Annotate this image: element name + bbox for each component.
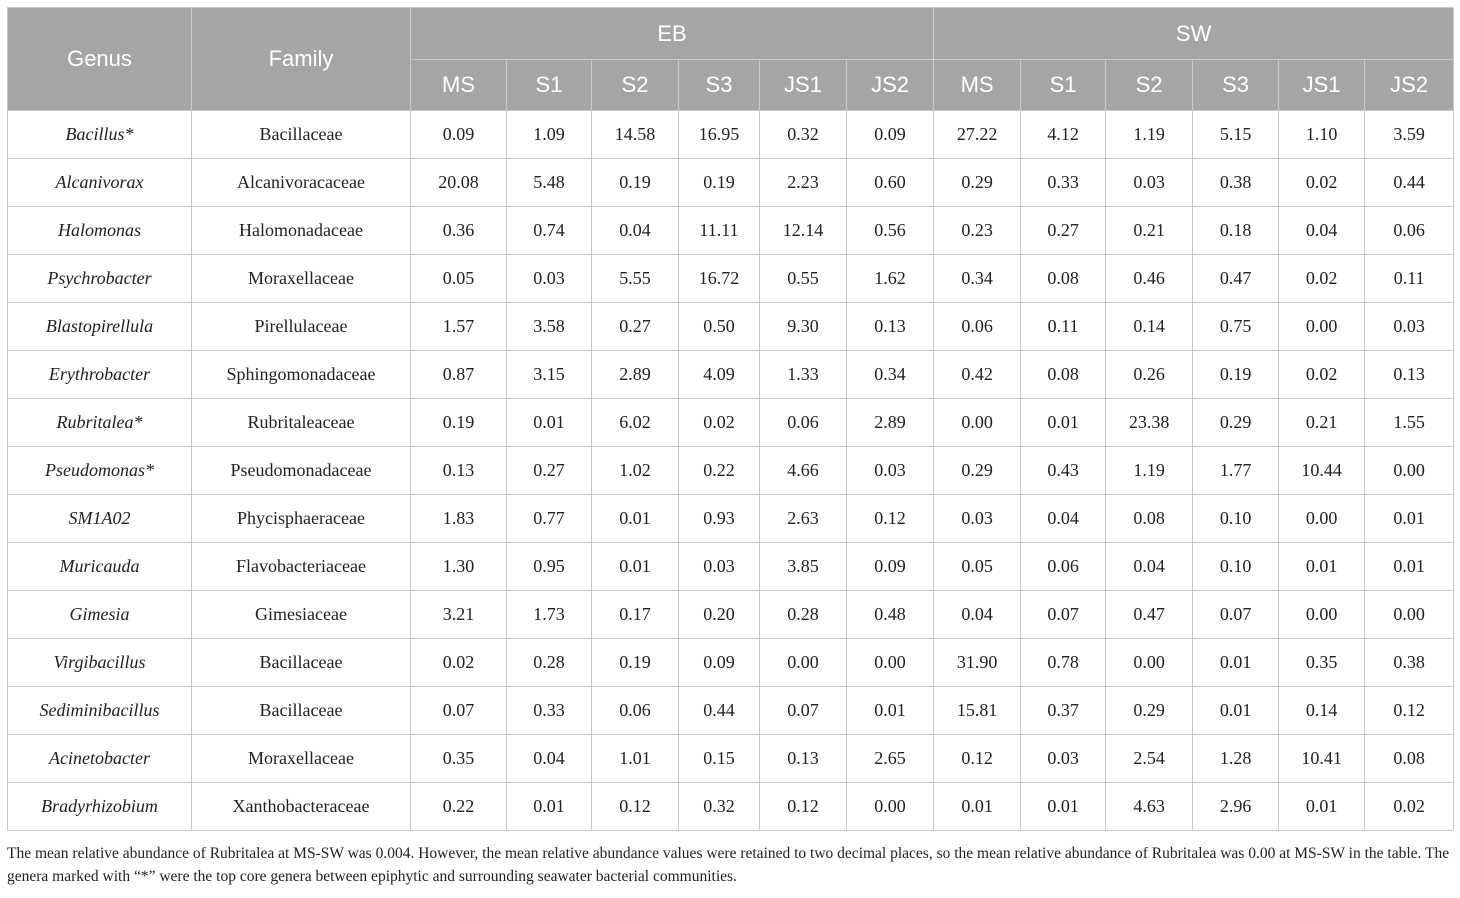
sw-site-header: S3: [1193, 60, 1279, 111]
value-cell: 0.04: [934, 591, 1021, 639]
family-header: Family: [192, 8, 411, 111]
value-cell: 0.26: [1106, 351, 1193, 399]
value-cell: 0.12: [760, 783, 847, 831]
value-cell: 0.01: [1279, 543, 1365, 591]
value-cell: 0.32: [760, 111, 847, 159]
value-cell: 0.07: [1193, 591, 1279, 639]
value-cell: 0.08: [1021, 255, 1106, 303]
value-cell: 0.04: [1279, 207, 1365, 255]
value-cell: 0.07: [411, 687, 507, 735]
value-cell: 3.59: [1365, 111, 1454, 159]
family-cell: Pseudomonadaceae: [192, 447, 411, 495]
value-cell: 2.96: [1193, 783, 1279, 831]
family-cell: Bacillaceae: [192, 639, 411, 687]
table-footnote: The mean relative abundance of Rubritalea at MS-SW was 0.004. However, the mean relative abundance values were retained to two decimal places, so the mean relative abundance of Rubritalea was 0.00 at MS-SW in the table. The genera marked with “*” were the top core genera between epiphytic and surrounding seawater bacterial communities.: [7, 845, 1450, 885]
value-cell: 0.22: [679, 447, 760, 495]
value-cell: 0.15: [679, 735, 760, 783]
value-cell: 0.43: [1021, 447, 1106, 495]
value-cell: 0.38: [1193, 159, 1279, 207]
value-cell: 0.46: [1106, 255, 1193, 303]
value-cell: 5.55: [592, 255, 679, 303]
value-cell: 0.32: [679, 783, 760, 831]
value-cell: 0.23: [934, 207, 1021, 255]
genus-cell: Gimesia: [8, 591, 192, 639]
table-row: [8, 687, 1454, 735]
value-cell: 4.66: [760, 447, 847, 495]
group-header-eb: EB: [411, 8, 934, 60]
genus-cell: Sediminibacillus: [8, 687, 192, 735]
value-cell: 0.47: [1106, 591, 1193, 639]
value-cell: 0.19: [411, 399, 507, 447]
value-cell: 0.06: [760, 399, 847, 447]
value-cell: 0.74: [507, 207, 592, 255]
table-row: [8, 639, 1454, 687]
value-cell: 0.95: [507, 543, 592, 591]
value-cell: 0.17: [592, 591, 679, 639]
value-cell: 3.85: [760, 543, 847, 591]
value-cell: 0.19: [592, 639, 679, 687]
value-cell: 0.02: [411, 639, 507, 687]
eb-site-header: S1: [507, 60, 592, 111]
eb-site-header: JS1: [760, 60, 847, 111]
genus-cell: Pseudomonas*: [8, 447, 192, 495]
value-cell: 0.04: [1106, 543, 1193, 591]
table-row: [8, 159, 1454, 207]
value-cell: 0.02: [1279, 159, 1365, 207]
value-cell: 0.01: [1021, 399, 1106, 447]
value-cell: 0.01: [1193, 687, 1279, 735]
value-cell: 0.14: [1279, 687, 1365, 735]
value-cell: 0.48: [847, 591, 934, 639]
value-cell: 0.27: [1021, 207, 1106, 255]
sw-site-header: JS1: [1279, 60, 1365, 111]
value-cell: 23.38: [1106, 399, 1193, 447]
family-cell: Bacillaceae: [192, 687, 411, 735]
value-cell: 0.10: [1193, 543, 1279, 591]
family-cell: Alcanivoracaceae: [192, 159, 411, 207]
value-cell: 0.09: [847, 543, 934, 591]
value-cell: 12.14: [760, 207, 847, 255]
value-cell: 0.50: [679, 303, 760, 351]
value-cell: 0.87: [411, 351, 507, 399]
value-cell: 0.13: [1365, 351, 1454, 399]
family-cell: Xanthobacteraceae: [192, 783, 411, 831]
family-cell: Bacillaceae: [192, 111, 411, 159]
value-cell: 0.55: [760, 255, 847, 303]
value-cell: 0.29: [1193, 399, 1279, 447]
value-cell: 0.10: [1193, 495, 1279, 543]
table-row: [8, 399, 1454, 447]
value-cell: 2.63: [760, 495, 847, 543]
value-cell: 0.00: [1106, 639, 1193, 687]
value-cell: 0.00: [1365, 591, 1454, 639]
sw-site-header: S2: [1106, 60, 1193, 111]
family-cell: Flavobacteriaceae: [192, 543, 411, 591]
family-cell: Pirellulaceae: [192, 303, 411, 351]
value-cell: 5.48: [507, 159, 592, 207]
value-cell: 0.01: [592, 495, 679, 543]
value-cell: 0.47: [1193, 255, 1279, 303]
value-cell: 0.03: [934, 495, 1021, 543]
value-cell: 0.34: [934, 255, 1021, 303]
family-cell: Sphingomonadaceae: [192, 351, 411, 399]
table-row: [8, 351, 1454, 399]
value-cell: 0.33: [507, 687, 592, 735]
sw-site-header: S1: [1021, 60, 1106, 111]
value-cell: 1.01: [592, 735, 679, 783]
value-cell: 3.58: [507, 303, 592, 351]
genus-cell: Rubritalea*: [8, 399, 192, 447]
genus-cell: Bacillus*: [8, 111, 192, 159]
value-cell: 16.72: [679, 255, 760, 303]
value-cell: 0.33: [1021, 159, 1106, 207]
value-cell: 0.00: [1279, 495, 1365, 543]
table-body: [8, 111, 1454, 831]
value-cell: 1.19: [1106, 111, 1193, 159]
value-cell: 0.05: [934, 543, 1021, 591]
value-cell: 0.03: [679, 543, 760, 591]
table-row: [8, 303, 1454, 351]
value-cell: 0.13: [760, 735, 847, 783]
value-cell: 0.60: [847, 159, 934, 207]
table-header: [8, 8, 1454, 111]
table-row: [8, 735, 1454, 783]
value-cell: 0.00: [847, 783, 934, 831]
value-cell: 2.23: [760, 159, 847, 207]
value-cell: 0.11: [1365, 255, 1454, 303]
value-cell: 0.03: [847, 447, 934, 495]
value-cell: 0.01: [1365, 495, 1454, 543]
value-cell: 0.01: [847, 687, 934, 735]
value-cell: 0.19: [679, 159, 760, 207]
value-cell: 0.09: [847, 111, 934, 159]
value-cell: 0.12: [592, 783, 679, 831]
value-cell: 0.08: [1106, 495, 1193, 543]
value-cell: 0.28: [760, 591, 847, 639]
value-cell: 0.06: [1365, 207, 1454, 255]
group-header-sw: SW: [934, 8, 1454, 60]
value-cell: 4.63: [1106, 783, 1193, 831]
value-cell: 31.90: [934, 639, 1021, 687]
value-cell: 0.04: [1021, 495, 1106, 543]
value-cell: 1.77: [1193, 447, 1279, 495]
value-cell: 0.00: [760, 639, 847, 687]
value-cell: 1.62: [847, 255, 934, 303]
value-cell: 0.44: [1365, 159, 1454, 207]
value-cell: 0.29: [934, 447, 1021, 495]
genus-cell: Erythrobacter: [8, 351, 192, 399]
genus-cell: Alcanivorax: [8, 159, 192, 207]
value-cell: 0.01: [592, 543, 679, 591]
genus-cell: Psychrobacter: [8, 255, 192, 303]
value-cell: 0.00: [847, 639, 934, 687]
genus-cell: Virgibacillus: [8, 639, 192, 687]
value-cell: 0.02: [1279, 351, 1365, 399]
value-cell: 0.19: [592, 159, 679, 207]
value-cell: 0.07: [1021, 591, 1106, 639]
value-cell: 0.09: [411, 111, 507, 159]
value-cell: 1.28: [1193, 735, 1279, 783]
value-cell: 2.89: [592, 351, 679, 399]
value-cell: 0.18: [1193, 207, 1279, 255]
value-cell: 16.95: [679, 111, 760, 159]
value-cell: 0.42: [934, 351, 1021, 399]
value-cell: 0.01: [507, 783, 592, 831]
value-cell: 0.05: [411, 255, 507, 303]
eb-site-header: S3: [679, 60, 760, 111]
value-cell: 1.10: [1279, 111, 1365, 159]
value-cell: 20.08: [411, 159, 507, 207]
value-cell: 0.04: [592, 207, 679, 255]
value-cell: 0.01: [507, 399, 592, 447]
value-cell: 0.09: [679, 639, 760, 687]
value-cell: 0.21: [1106, 207, 1193, 255]
genus-cell: Acinetobacter: [8, 735, 192, 783]
family-cell: Moraxellaceae: [192, 255, 411, 303]
value-cell: 1.73: [507, 591, 592, 639]
value-cell: 0.37: [1021, 687, 1106, 735]
value-cell: 1.02: [592, 447, 679, 495]
value-cell: 10.41: [1279, 735, 1365, 783]
family-cell: Phycisphaeraceae: [192, 495, 411, 543]
value-cell: 0.07: [760, 687, 847, 735]
value-cell: 1.09: [507, 111, 592, 159]
family-cell: Gimesiaceae: [192, 591, 411, 639]
value-cell: 0.27: [592, 303, 679, 351]
value-cell: 0.29: [1106, 687, 1193, 735]
table-row: [8, 447, 1454, 495]
table-row: [8, 255, 1454, 303]
value-cell: 0.08: [1365, 735, 1454, 783]
value-cell: 0.01: [1193, 639, 1279, 687]
value-cell: 0.00: [1279, 303, 1365, 351]
value-cell: 3.21: [411, 591, 507, 639]
value-cell: 0.06: [592, 687, 679, 735]
value-cell: 0.22: [411, 783, 507, 831]
value-cell: 0.12: [934, 735, 1021, 783]
value-cell: 4.12: [1021, 111, 1106, 159]
value-cell: 0.00: [934, 399, 1021, 447]
value-cell: 0.38: [1365, 639, 1454, 687]
abundance-table: [7, 7, 1454, 831]
eb-site-header: S2: [592, 60, 679, 111]
value-cell: 0.01: [1021, 783, 1106, 831]
eb-site-header: JS2: [847, 60, 934, 111]
genus-cell: Muricauda: [8, 543, 192, 591]
value-cell: 0.19: [1193, 351, 1279, 399]
value-cell: 0.01: [1365, 543, 1454, 591]
value-cell: 0.27: [507, 447, 592, 495]
value-cell: 0.04: [507, 735, 592, 783]
value-cell: 11.11: [679, 207, 760, 255]
value-cell: 0.01: [934, 783, 1021, 831]
value-cell: 0.00: [1365, 447, 1454, 495]
table-row: [8, 543, 1454, 591]
value-cell: 0.02: [679, 399, 760, 447]
value-cell: 0.75: [1193, 303, 1279, 351]
value-cell: 5.15: [1193, 111, 1279, 159]
genus-cell: Bradyrhizobium: [8, 783, 192, 831]
table-row: [8, 783, 1454, 831]
value-cell: 27.22: [934, 111, 1021, 159]
value-cell: 0.77: [507, 495, 592, 543]
value-cell: 0.13: [847, 303, 934, 351]
value-cell: 0.14: [1106, 303, 1193, 351]
value-cell: 0.00: [1279, 591, 1365, 639]
value-cell: 0.12: [847, 495, 934, 543]
value-cell: 0.03: [1106, 159, 1193, 207]
abundance-table-container: [7, 7, 1453, 831]
value-cell: 0.06: [1021, 543, 1106, 591]
table-row: [8, 207, 1454, 255]
value-cell: 9.30: [760, 303, 847, 351]
value-cell: 0.11: [1021, 303, 1106, 351]
value-cell: 1.30: [411, 543, 507, 591]
value-cell: 1.55: [1365, 399, 1454, 447]
value-cell: 2.65: [847, 735, 934, 783]
value-cell: 0.08: [1021, 351, 1106, 399]
value-cell: 0.03: [1365, 303, 1454, 351]
genus-cell: Blastopirellula: [8, 303, 192, 351]
table-row: [8, 111, 1454, 159]
family-cell: Moraxellaceae: [192, 735, 411, 783]
value-cell: 0.21: [1279, 399, 1365, 447]
sw-site-header: MS: [934, 60, 1021, 111]
value-cell: 0.03: [507, 255, 592, 303]
genus-cell: Halomonas: [8, 207, 192, 255]
value-cell: 0.13: [411, 447, 507, 495]
value-cell: 0.06: [934, 303, 1021, 351]
family-cell: Halomonadaceae: [192, 207, 411, 255]
value-cell: 0.03: [1021, 735, 1106, 783]
value-cell: 0.20: [679, 591, 760, 639]
value-cell: 0.36: [411, 207, 507, 255]
value-cell: 0.34: [847, 351, 934, 399]
value-cell: 14.58: [592, 111, 679, 159]
value-cell: 10.44: [1279, 447, 1365, 495]
value-cell: 3.15: [507, 351, 592, 399]
value-cell: 0.78: [1021, 639, 1106, 687]
table-row: [8, 591, 1454, 639]
value-cell: 0.93: [679, 495, 760, 543]
value-cell: 0.01: [1279, 783, 1365, 831]
value-cell: 0.29: [934, 159, 1021, 207]
value-cell: 0.02: [1279, 255, 1365, 303]
sw-site-header: JS2: [1365, 60, 1454, 111]
value-cell: 1.83: [411, 495, 507, 543]
genus-cell: SM1A02: [8, 495, 192, 543]
value-cell: 0.56: [847, 207, 934, 255]
header-row-groups: [8, 8, 1454, 60]
value-cell: 1.19: [1106, 447, 1193, 495]
value-cell: 6.02: [592, 399, 679, 447]
value-cell: 0.35: [1279, 639, 1365, 687]
value-cell: 1.57: [411, 303, 507, 351]
value-cell: 2.54: [1106, 735, 1193, 783]
table-row: [8, 495, 1454, 543]
value-cell: 1.33: [760, 351, 847, 399]
value-cell: 0.44: [679, 687, 760, 735]
value-cell: 0.12: [1365, 687, 1454, 735]
eb-site-header: MS: [411, 60, 507, 111]
value-cell: 0.02: [1365, 783, 1454, 831]
family-cell: Rubritaleaceae: [192, 399, 411, 447]
value-cell: 4.09: [679, 351, 760, 399]
value-cell: 0.28: [507, 639, 592, 687]
value-cell: 15.81: [934, 687, 1021, 735]
value-cell: 2.89: [847, 399, 934, 447]
genus-header: Genus: [8, 8, 192, 111]
value-cell: 0.35: [411, 735, 507, 783]
